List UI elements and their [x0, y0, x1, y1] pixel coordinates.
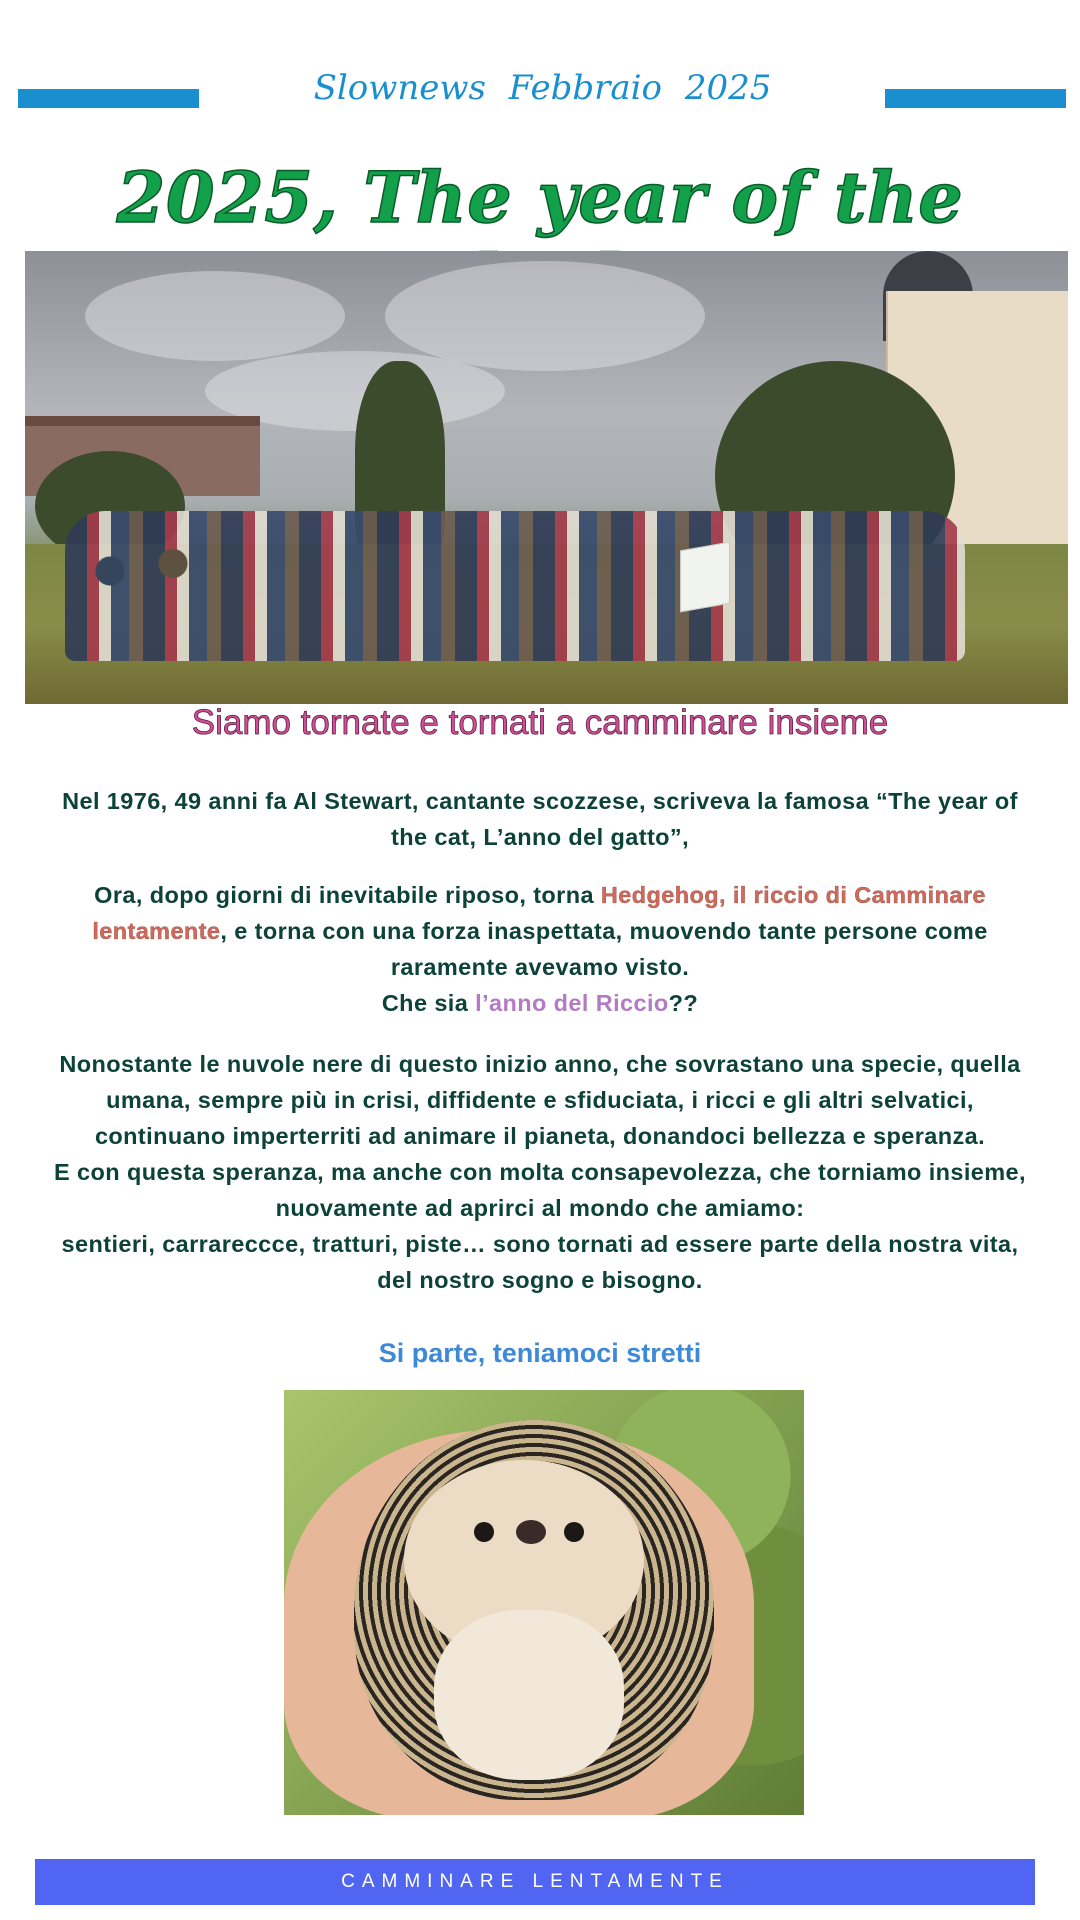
paragraph-return [45, 877, 1035, 1021]
paragraph-hope-text-c: sentieri, carrareccce, tratturi, piste… sono tornati ad essere parte della nostra vita, del nostro sogno e bisogno. [61, 1231, 1019, 1293]
paragraph-intro-text: Nel 1976, 49 anni fa Al Stewart, cantante scozzese, scriveva la famosa “The year of the cat, L’anno del gatto”, [62, 788, 1018, 850]
paragraph-hope-text-a: Nonostante le nuvole nere di questo inizio anno, che sovrastano una specie, quella umana, sempre più in crisi, diffidente e sfiduciata, i ricci e gli altri selvatici, continuano imperterriti ad animare il pianeta, donandoci bellezza e speranza. [59, 1051, 1021, 1149]
footer-banner: CAMMINARE LENTAMENTE [35, 1859, 1035, 1905]
header-bar-left [18, 89, 199, 108]
group-photo [25, 251, 1068, 704]
paragraph-return-text-c: Che sia [381, 990, 476, 1016]
paragraph-return-text-d: ?? [668, 990, 699, 1016]
newsletter-header: Slownews Febbraio 2025 [313, 68, 772, 108]
closing-line: Si parte, teniamoci stretti [378, 1338, 702, 1368]
paragraph-intro [45, 783, 1035, 855]
hedgehog-photo [284, 1390, 804, 1815]
paragraph-return-text-b: , e torna con una forza inaspettata, muovendo tante persone come raramente avevamo visto. [220, 918, 988, 980]
paragraph-hope-text-b: E con questa speranza, ma anche con molta consapevolezza, che torniamo insieme, nuovamente ad aprirci al mondo che amiamo: [54, 1159, 1026, 1221]
page-title: 2025, The year of the [116, 156, 964, 239]
header-bar-right [885, 89, 1066, 108]
paragraph-return-text-a: Ora, dopo giorni di inevitabile riposo, torna [94, 882, 601, 908]
subtitle: Siamo tornate e tornati a camminare insieme [191, 703, 889, 742]
paragraph-hope [45, 1046, 1035, 1298]
highlight-hedgehog: Hedgehog, il riccio di Camminare lentamente [92, 882, 986, 944]
highlight-year-of-hedgehog: l’anno del Riccio [475, 990, 669, 1016]
